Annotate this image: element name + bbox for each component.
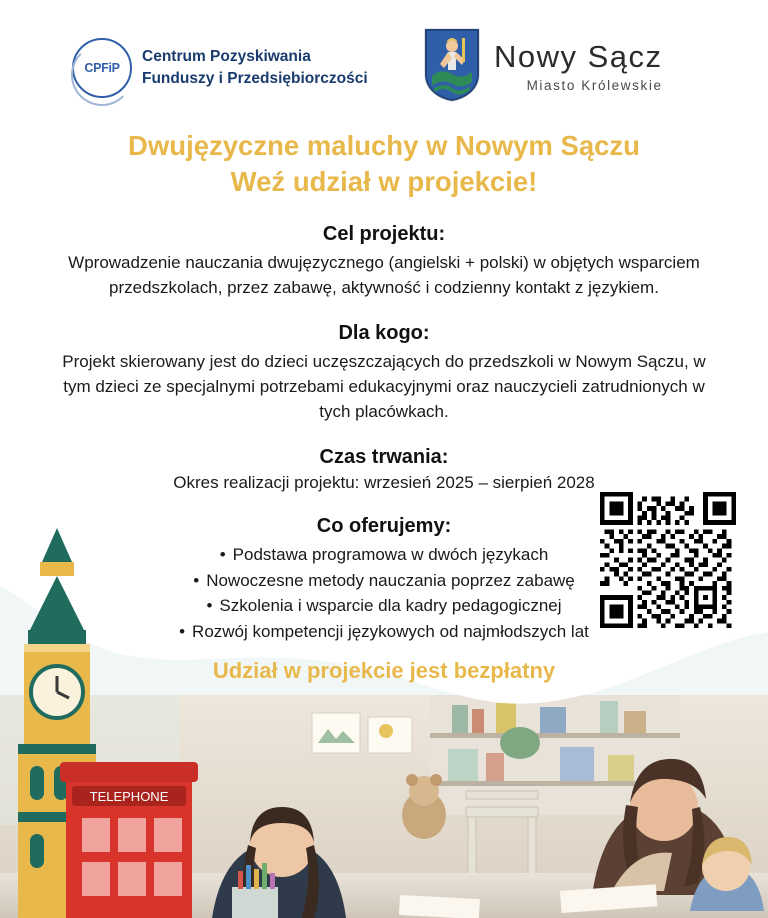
- bullet-icon: •: [206, 596, 213, 616]
- section-audience-heading: Dla kogo:: [338, 321, 430, 344]
- qr-code[interactable]: [600, 492, 736, 628]
- cpfip-logo-icon: [72, 38, 132, 98]
- section-offer-heading: Co oferujemy:: [316, 515, 452, 538]
- cpfip-logo-line1: Centrum Pozyskiwania: [142, 47, 311, 65]
- free-participation-note: Udział w projekcie jest bezpłatny: [212, 658, 556, 684]
- cpfip-logo-mark-text: CPFiP: [84, 61, 120, 75]
- cpfip-logo: [72, 38, 368, 98]
- offer-item-text: Rozwój kompetencji językowych od najmłodszych lat: [192, 621, 589, 641]
- page-title-line2: Weź udział w projekcie!: [230, 166, 538, 198]
- section-audience-body: Projekt skierowany jest do dzieci uczęszczających do przedszkoli w Nowym Sączu, w tym dzieci ze specjalnymi potrzebami edukacyjnymi oraz nauczycieli zatrudnionych w tych placówkach.: [62, 351, 706, 422]
- cpfip-logo-text: [142, 46, 368, 91]
- offer-item-text: Szkolenia i wsparcie dla kadry pedagogicznej: [219, 596, 562, 616]
- offer-item-text: Podstawa programowa w dwóch językach: [232, 545, 549, 565]
- page-title: [40, 128, 728, 201]
- section-duration: [0, 446, 768, 493]
- bullet-icon: •: [219, 545, 226, 565]
- header: [0, 0, 768, 120]
- section-duration-heading: Czas trwania:: [319, 446, 449, 469]
- section-audience: [0, 322, 768, 424]
- section-goal: [0, 223, 768, 300]
- section-goal-heading: Cel projektu:: [322, 222, 446, 245]
- nowy-sacz-logo: [424, 28, 663, 102]
- bullet-icon: •: [193, 570, 200, 590]
- nowy-sacz-title: Nowy Sącz: [494, 39, 663, 74]
- page-title-line1: Dwujęzyczne maluchy w Nowym Sączu: [128, 130, 640, 161]
- bullet-icon: •: [179, 621, 186, 641]
- nowy-sacz-coat-of-arms-icon: [424, 28, 480, 102]
- section-duration-body: Okres realizacji projektu: wrzesień 2025 – sierpień 2028: [173, 473, 595, 493]
- cpfip-logo-line2: Funduszy i Przedsiębiorczości: [142, 70, 368, 87]
- section-goal-body: Wprowadzenie nauczania dwujęzycznego (angielski + polski) w objętych wsparciem przedszkolach, przez zabawę, aktywność i codzienny kontakt z językiem.: [68, 252, 700, 297]
- offer-item-text: Nowoczesne metody nauczania poprzez zabawę: [206, 570, 575, 590]
- nowy-sacz-subtitle: Miasto Królewskie: [526, 78, 663, 93]
- telephone-box-label: TELEPHONE: [89, 789, 169, 804]
- nowy-sacz-wordmark: [494, 37, 663, 93]
